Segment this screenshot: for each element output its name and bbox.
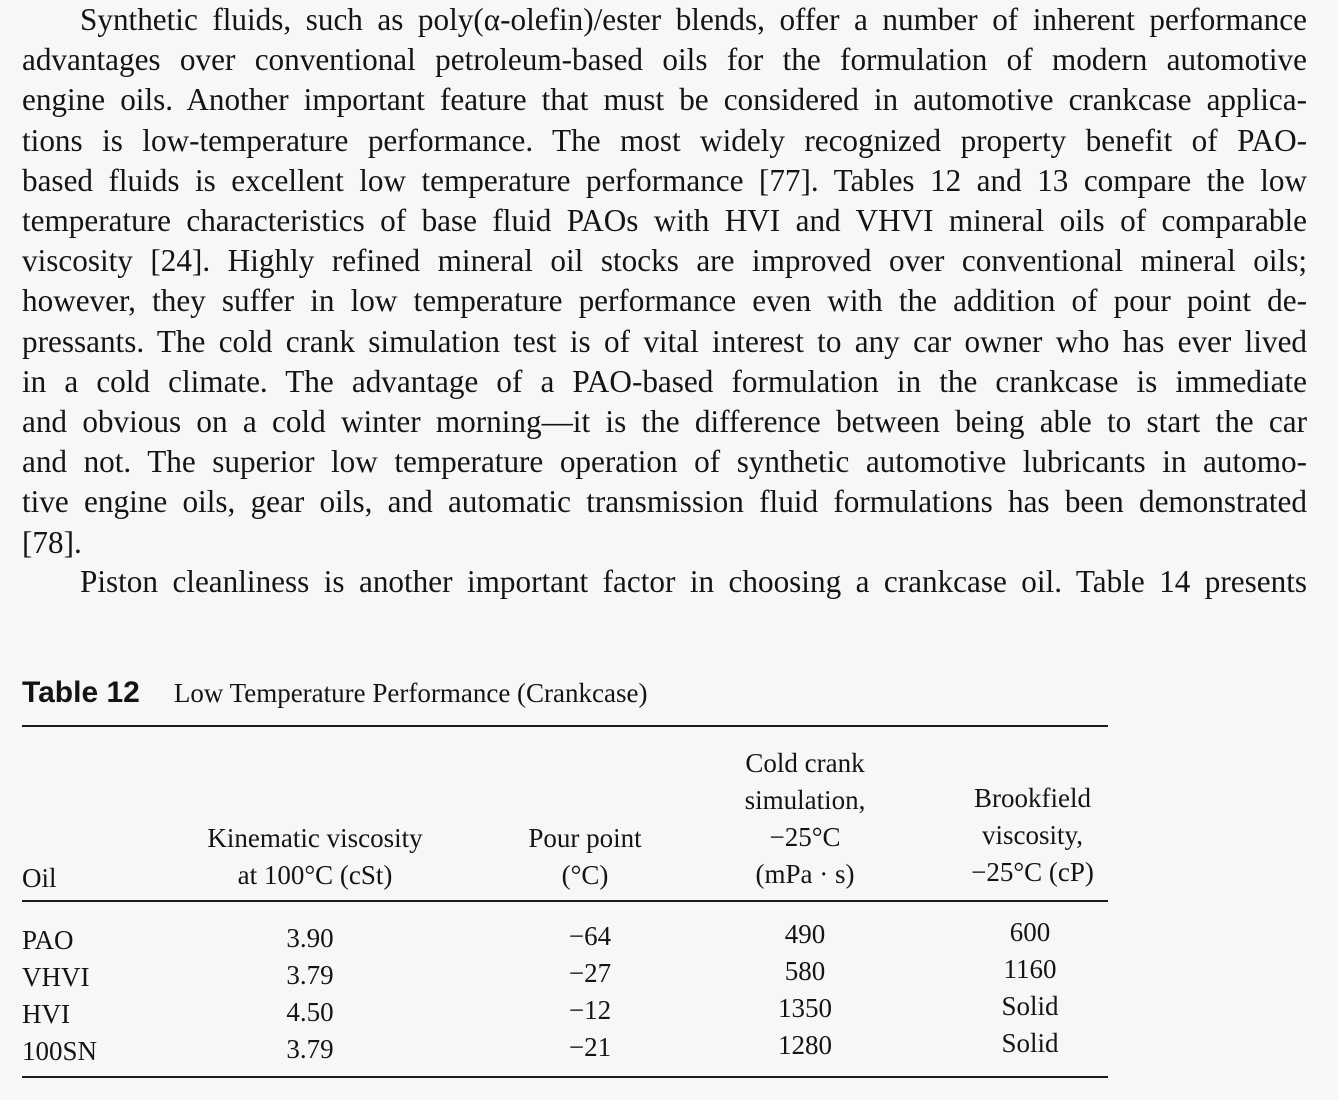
table-caption <box>22 676 647 710</box>
cell-cold-crank: 490 <box>784 919 826 949</box>
text-line: Piston cleanliness is another important factor in choosing a crankcase oil. Table 14 presents <box>80 564 1307 599</box>
header-text: −25°C (cP) <box>971 857 1094 887</box>
cell-cold-crank: 1280 <box>778 1030 832 1060</box>
header-pour-point <box>480 820 690 894</box>
cell-brookfield: Solid <box>1001 991 1059 1021</box>
header-text: viscosity, <box>982 820 1083 850</box>
text-line: temperature characteristics of base fluid PAOs with HVI and VHVI mineral oils of comparable <box>22 203 1307 239</box>
header-text: (°C) <box>561 860 609 890</box>
header-brookfield <box>935 780 1130 891</box>
cell-oil: VHVI <box>22 962 90 992</box>
header-kinematic-viscosity <box>160 820 470 894</box>
cell-kinematic: 4.50 <box>286 997 334 1027</box>
text-line: pressants. The cold crank simulation test is of vital interest to any car owner who has ever lived <box>22 323 1307 359</box>
table-top-rule <box>22 725 1108 727</box>
text-line: engine oils. Another important feature that must be considered in automotive crankcase applica- <box>22 82 1307 118</box>
text-line: tions is low-temperature performance. The most widely recognized property benefit of PAO- <box>22 122 1307 158</box>
cell-pour: −27 <box>568 958 612 988</box>
text-line: viscosity [24]. Highly refined mineral oil stocks are improved over conventional mineral oils; <box>22 243 1307 279</box>
cell-brookfield: Solid <box>1001 1028 1059 1058</box>
header-text: Cold crank <box>745 748 865 778</box>
header-text: Brookfield <box>974 783 1091 813</box>
text-line: however, they suffer in low temperature performance even with the addition of pour point de- <box>22 283 1307 319</box>
header-text: Kinematic viscosity <box>207 823 423 853</box>
text-line: [78]. <box>22 524 82 560</box>
body-paragraph-1 <box>22 0 1307 563</box>
text-line: based fluids is excellent low temperature performance [77]. Tables 12 and 13 compare the low <box>22 162 1307 198</box>
text-line: advantages over conventional petroleum-based oils for the formulation of modern automotive <box>22 42 1307 78</box>
header-cold-crank <box>690 745 920 893</box>
cell-pour: −12 <box>568 995 612 1025</box>
cell-oil: HVI <box>22 999 70 1029</box>
cell-oil: PAO <box>22 925 74 955</box>
cell-pour: −21 <box>568 1032 612 1062</box>
cell-pour: −64 <box>568 921 612 951</box>
cell-kinematic: 3.79 <box>286 1034 334 1064</box>
header-text: simulation, <box>744 785 866 815</box>
cell-kinematic: 3.90 <box>286 923 334 953</box>
cell-kinematic: 3.79 <box>286 960 334 990</box>
cell-cold-crank: 580 <box>784 956 826 986</box>
header-oil <box>22 860 57 897</box>
header-oil-text: Oil <box>22 863 57 893</box>
text-line: tive engine oils, gear oils, and automatic transmission fluid formulations has been demonstrated <box>22 484 1307 520</box>
text-line: and not. The superior low temperature operation of synthetic automotive lubricants in automo- <box>22 444 1307 480</box>
cell-oil: 100SN <box>22 1036 98 1066</box>
cell-cold-crank: 1350 <box>778 993 832 1023</box>
body-paragraph-2 <box>22 562 1307 602</box>
cell-brookfield: 600 <box>1009 917 1051 947</box>
text-line: in a cold climate. The advantage of a PAO-based formulation in the crankcase is immediate <box>22 363 1307 399</box>
header-text: −25°C <box>769 822 841 852</box>
table-header-rule <box>22 900 1108 902</box>
text-line: Synthetic fluids, such as poly(α-olefin)/ester blends, offer a number of inherent performance <box>80 2 1307 37</box>
header-text: at 100°C (cSt) <box>237 860 393 890</box>
table-label: Table 12 <box>22 676 140 709</box>
text-line: and obvious on a cold winter morning—it is the difference between being able to start the car <box>22 404 1307 440</box>
table-title: Low Temperature Performance (Crankcase) <box>173 678 648 708</box>
cell-brookfield: 1160 <box>1003 954 1057 984</box>
table-bottom-rule <box>22 1076 1108 1078</box>
header-text: Pour point <box>528 823 642 853</box>
header-text: (mPa · s) <box>755 859 855 889</box>
